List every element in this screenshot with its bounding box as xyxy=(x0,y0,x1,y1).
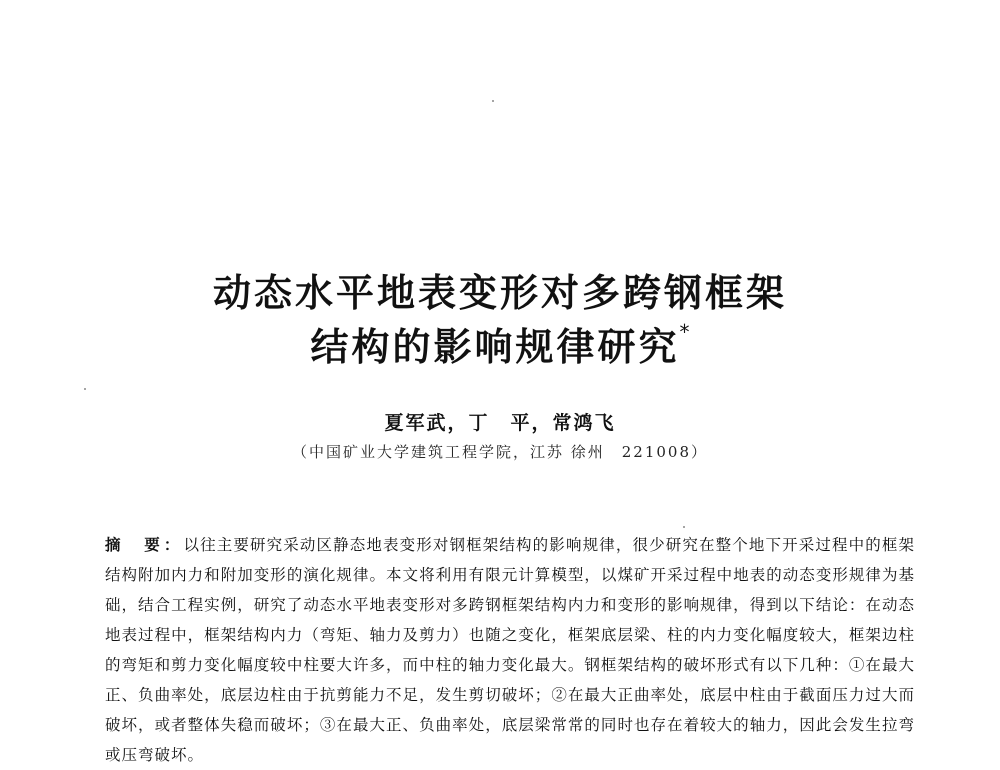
paper-title-line-1: 动态水平地表变形对多跨钢框架 xyxy=(212,271,787,315)
abstract-text: 以往主要研究采动区静态地表变形对钢框架结构的影响规律，很少研究在整个地下开采过程中的框架结构附加内力和附加变形的演化规律。本文将利用有限元计算模型，以煤矿开采过程中地表的动态变形规律为基础，结合工程实例，研究了动态水平地表变形对多跨钢框架结构内力和变形的影响规律，得到以下结论：在动态地表过程中，框架结构内力（弯矩、轴力及剪力）也随之变化，框架底层梁、柱的内力变化幅度较大，框架边柱的弯矩和剪力变化幅度较中柱要大许多，而中柱的轴力变化最大。钢框架结构的破坏形式有以下几种：①在最大正、负曲率处，底层边柱由于抗剪能力不足，发生剪切破坏；②在最大正曲率处，底层中柱由于截面压力过大而破坏，或者整体失稳而破坏；③在最大正、负曲率处，底层梁常常的同时也存在着较大的轴力，因此会发生拉弯或压弯破坏。 xyxy=(105,536,915,764)
scan-speck xyxy=(683,526,685,528)
abstract-label: 摘 要： xyxy=(105,536,184,554)
paper-title-line-2 xyxy=(0,316,1000,371)
author-list: 夏军武，丁 平，常鸿飞 xyxy=(384,412,616,434)
paper-title-line-2-text: 结构的影响规律研究 xyxy=(310,325,680,369)
author-affiliation: （中国矿业大学建筑工程学院，江苏 徐州 221008） xyxy=(291,443,709,461)
scan-speck xyxy=(492,100,494,102)
scan-speck xyxy=(84,388,86,390)
footnote-mark: * xyxy=(679,320,690,344)
abstract-block xyxy=(105,530,915,770)
